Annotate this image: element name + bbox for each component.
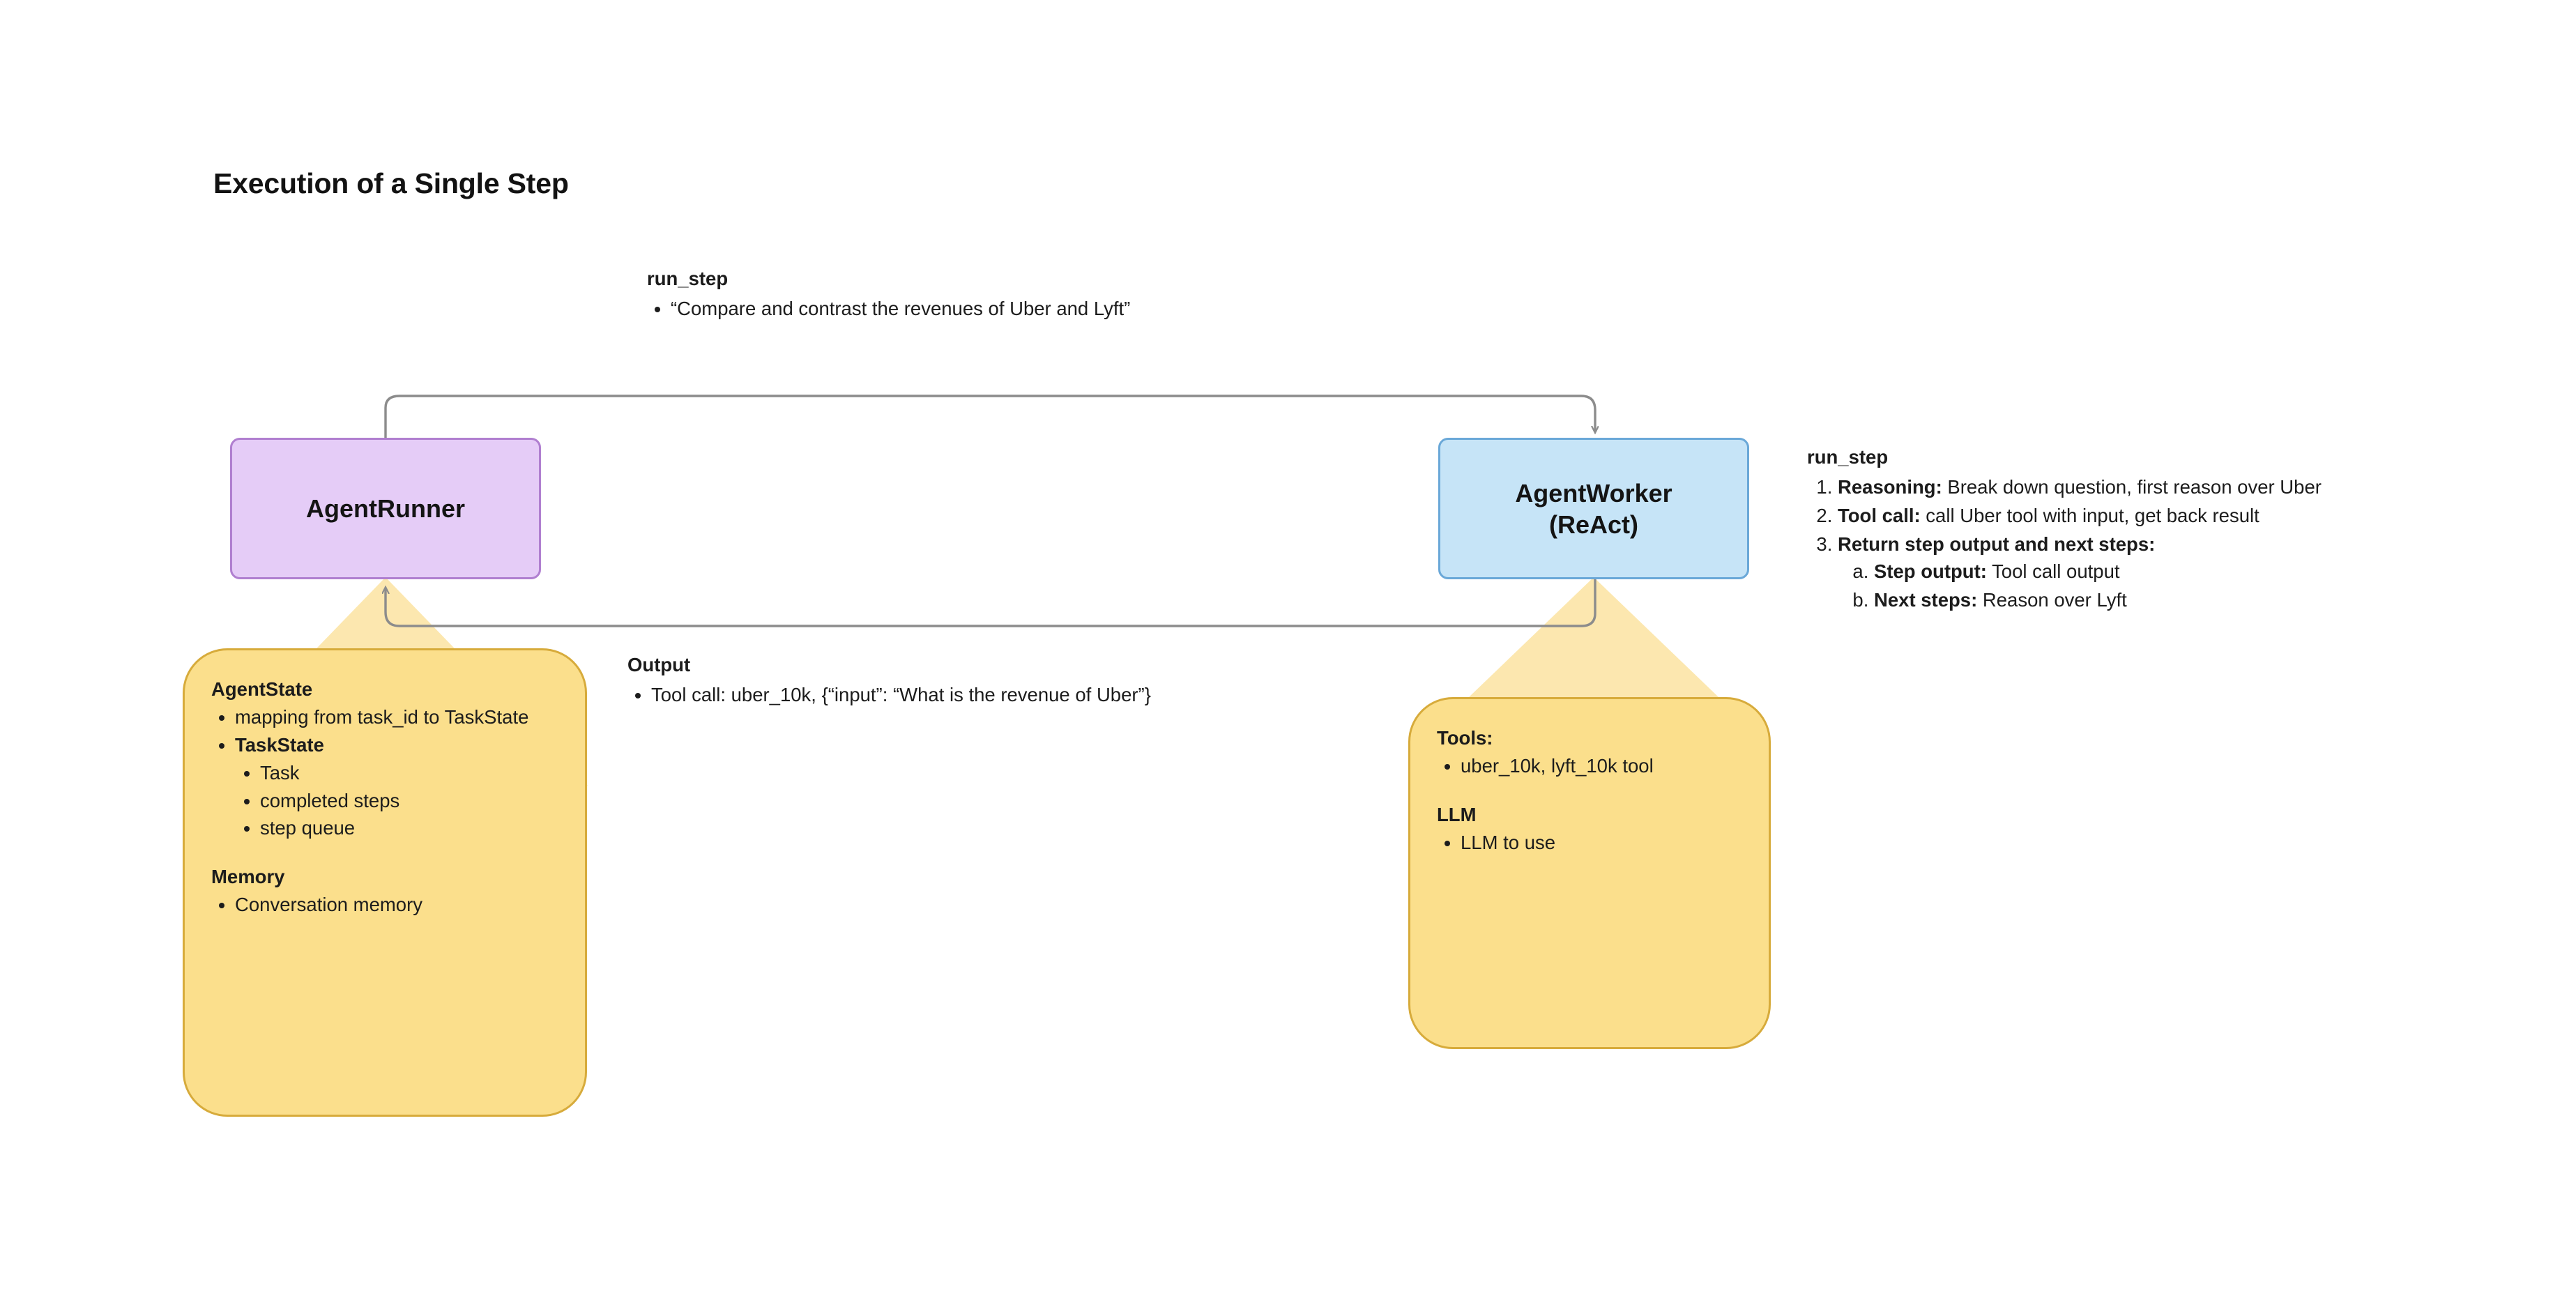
taskstate-label: TaskState	[235, 733, 324, 756]
run-step-input-annotation	[647, 265, 1130, 322]
llm-header: LLM	[1437, 803, 1477, 825]
card-spacer	[1437, 780, 1742, 801]
list-item: • mapping from task_id to TaskState	[235, 703, 558, 731]
page-title: Execution of a Single Step	[213, 167, 569, 199]
substep-a-label: Step output:	[1874, 560, 1987, 583]
list-item	[1838, 502, 2476, 529]
memory-list	[211, 891, 558, 919]
card-spacer	[211, 842, 558, 863]
agent-state-card	[183, 648, 587, 1117]
node-agent-worker[interactable]	[1438, 438, 1749, 579]
step-1-text: Break down question, first reason over Uber	[1942, 476, 2322, 498]
list-item: • step queue	[260, 814, 558, 842]
list-item: • Tool call: uber_10k, {“input”: “What is the revenue of Uber”}	[651, 681, 1151, 708]
output-annotation	[627, 651, 1151, 708]
list-item: • Conversation memory	[235, 891, 558, 919]
list-item: • “Compare and contrast the revenues of Uber and Lyft”	[671, 295, 1130, 322]
list-item	[1838, 473, 2476, 501]
node-agent-worker-label	[1515, 478, 1672, 540]
substep-a-text: Tool call output	[1986, 560, 2120, 583]
list-item	[1838, 530, 2476, 613]
step-2-text: call Uber tool with input, get back result	[1920, 505, 2259, 527]
run-step-output-annotation	[1807, 443, 2476, 615]
node-agent-worker-label-line2: (ReAct)	[1548, 510, 1638, 539]
list-item-taskstate	[235, 731, 558, 843]
substep-b-label: Next steps:	[1874, 589, 1978, 611]
tools-card	[1408, 697, 1771, 1049]
llm-list	[1437, 829, 1742, 857]
list-item: • uber_10k, lyft_10k tool	[1461, 752, 1742, 780]
list-item: • LLM to use	[1461, 829, 1742, 857]
tools-list	[1437, 752, 1742, 780]
node-agent-worker-label-line1: AgentWorker	[1515, 478, 1672, 507]
memory-header: Memory	[211, 866, 285, 888]
run-step-sublist	[1838, 558, 2476, 613]
list-item: • completed steps	[260, 787, 558, 815]
step-2-label: Tool call:	[1838, 505, 1921, 527]
run-step-output-list	[1807, 473, 2476, 613]
tools-header: Tools:	[1437, 727, 1493, 749]
output-annotation-list	[627, 681, 1151, 708]
agent-state-header: AgentState	[211, 678, 313, 700]
run-step-input-header: run_step	[647, 268, 729, 289]
step-3-label: Return step output and next steps:	[1838, 533, 2156, 556]
list-item	[1874, 586, 2476, 613]
node-agent-runner[interactable]	[230, 438, 541, 579]
substep-b-text: Reason over Lyft	[1977, 589, 2127, 611]
run-step-output-header: run_step	[1807, 446, 1889, 468]
taskstate-list	[235, 759, 558, 843]
step-1-label: Reasoning:	[1838, 476, 1942, 498]
list-item: • Task	[260, 759, 558, 787]
run-step-input-list	[647, 295, 1130, 322]
output-annotation-header: Output	[627, 654, 691, 675]
list-item	[1874, 558, 2476, 585]
agent-state-list	[211, 703, 558, 842]
node-agent-runner-label: AgentRunner	[306, 494, 465, 523]
